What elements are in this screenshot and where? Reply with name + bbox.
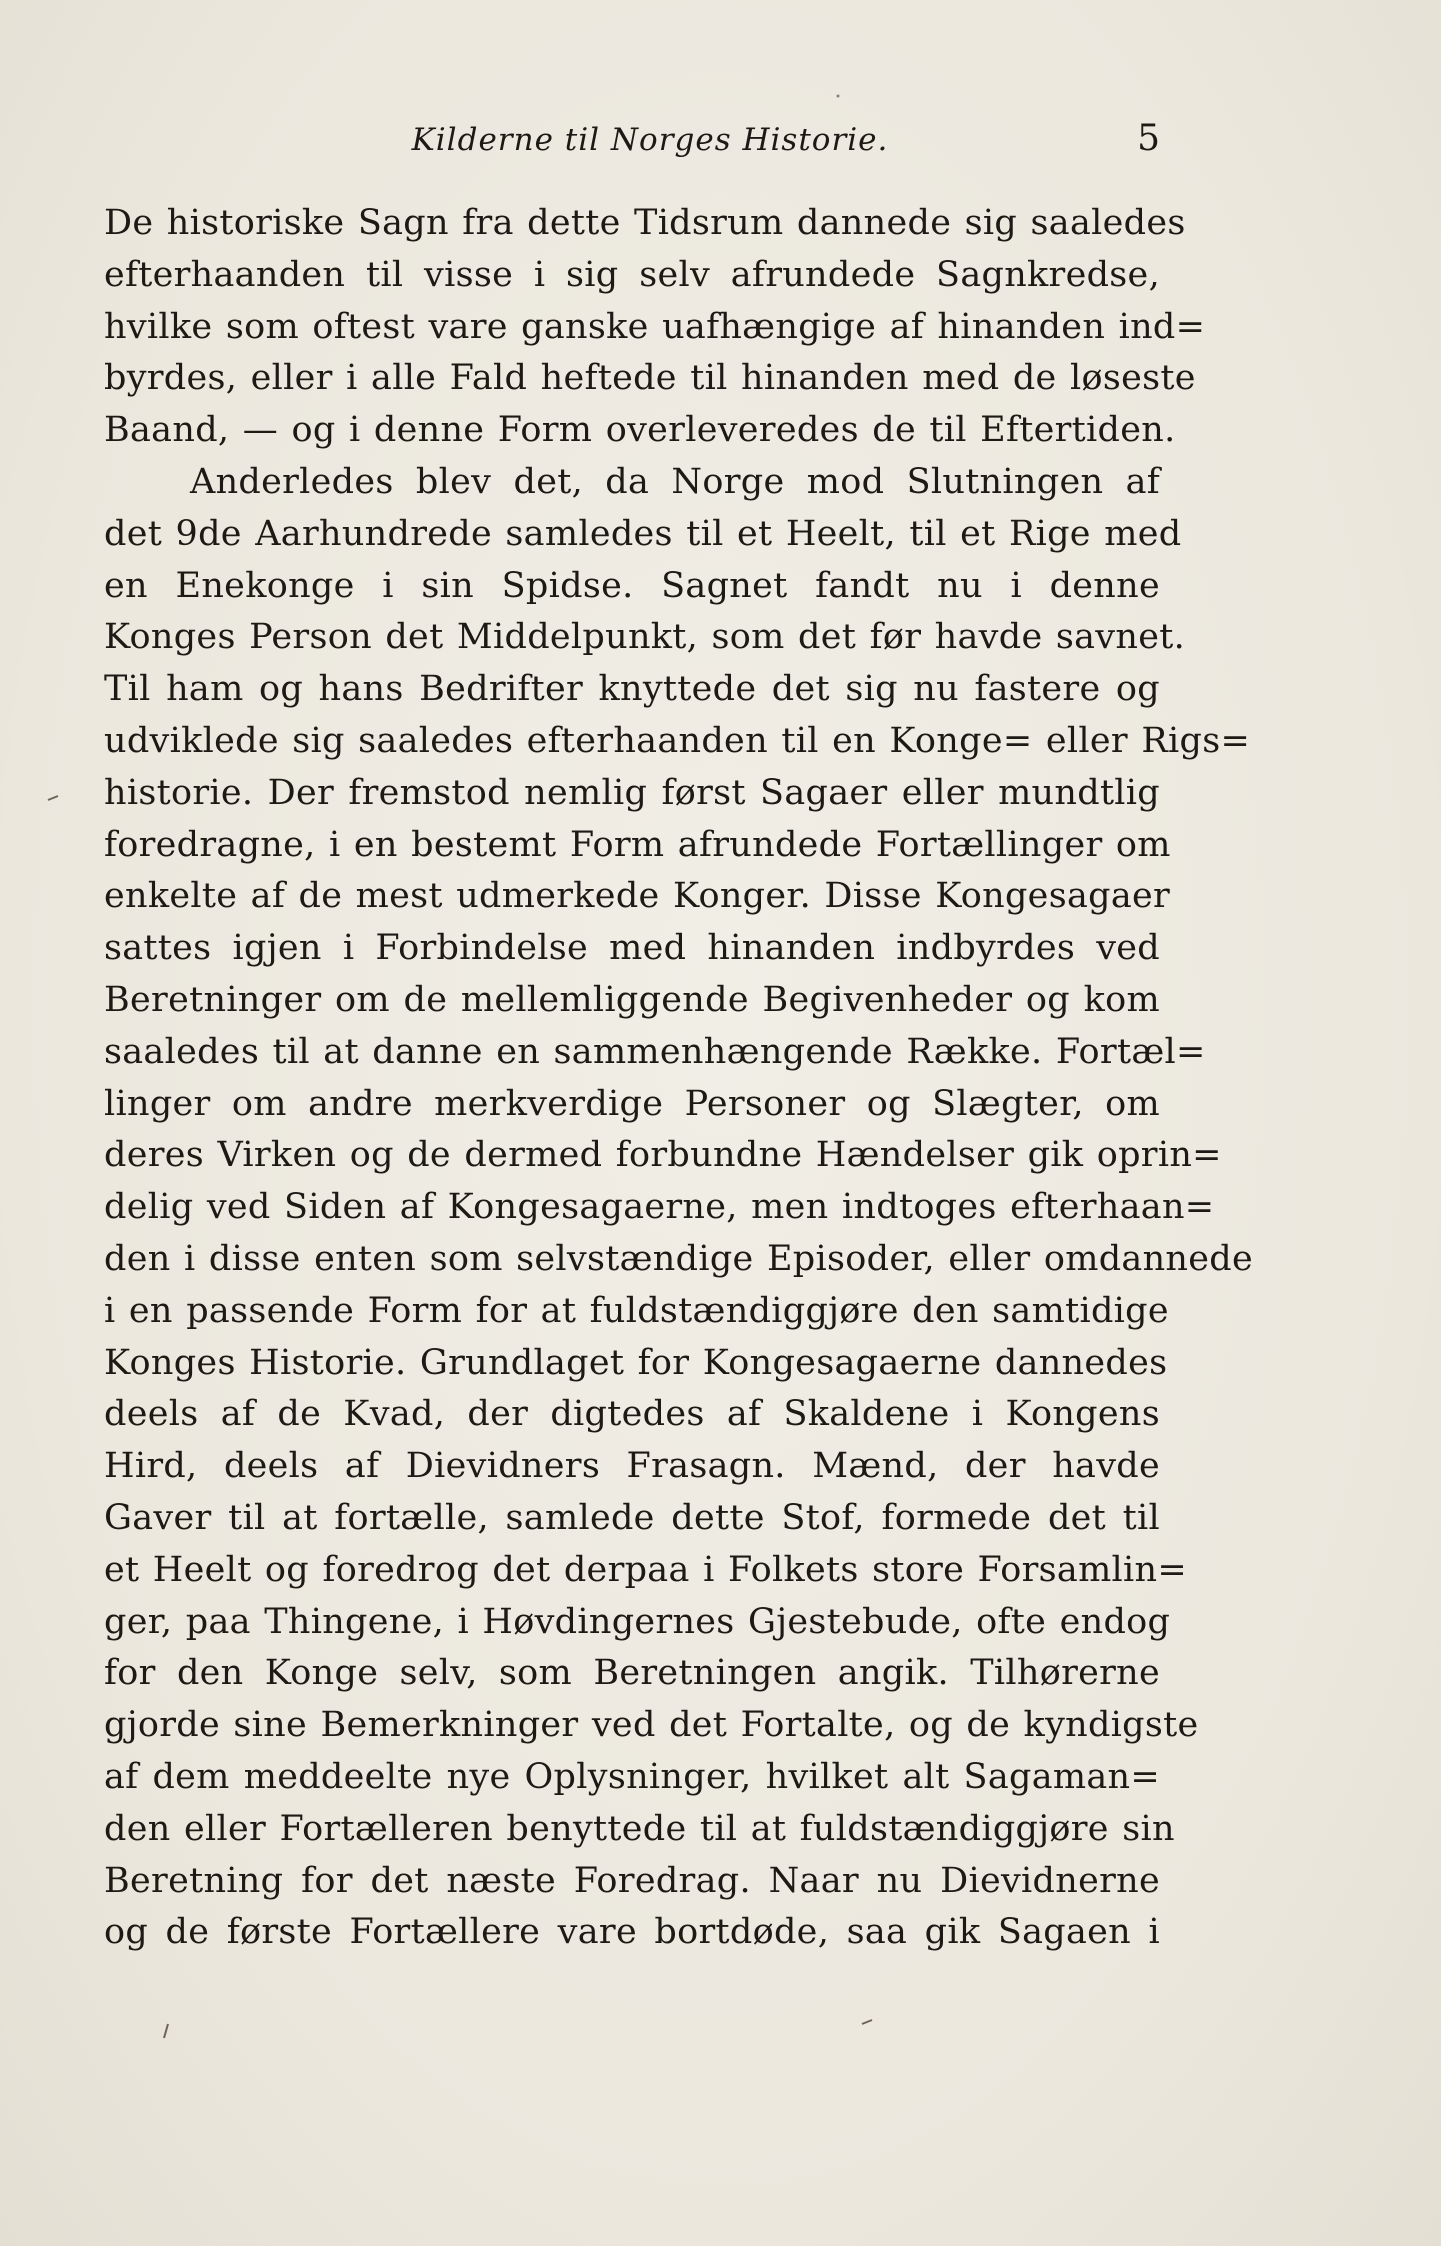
text-line: Beretninger om de mellemliggende Begivenheder og kom <box>104 979 1160 1020</box>
text-line: deels af de Kvad, der digtedes af Skaldene i Kongens <box>104 1394 1160 1435</box>
text-line: linger om andre merkverdige Personer og Slægter, om <box>104 1083 1160 1124</box>
text-line: hvilke som oftest vare ganske uafhængige af hinanden ind= <box>104 306 1206 347</box>
text-line: for den Konge selv, som Beretningen angik. Tilhørerne <box>104 1653 1160 1694</box>
text-line: Konges Historie. Grundlaget for Kongesagaerne dannedes <box>104 1342 1168 1383</box>
text-line: delig ved Siden af Kongesagaerne, men indtoges efterhaan= <box>104 1187 1215 1228</box>
text-line: i en passende Form for at fuldstændiggjøre den samtidige <box>104 1290 1169 1331</box>
speck-mark <box>862 2020 872 2024</box>
text-line: en Enekonge i sin Spidse. Sagnet fandt nu i denne <box>104 565 1160 606</box>
page-header <box>100 118 1160 172</box>
text-line: De historiske Sagn fra dette Tidsrum dannede sig saaledes <box>104 203 1186 243</box>
body-text <box>104 198 1254 1959</box>
running-title: Kilderne til Norges Historie. <box>411 122 889 158</box>
text-line: Gaver til at fortælle, samlede dette Stof, formede det til <box>104 1497 1160 1538</box>
page-number: 5 <box>1137 118 1160 159</box>
text-line: et Heelt og foredrog det derpaa i Folkets store Forsamlin= <box>104 1549 1188 1590</box>
text-line: Til ham og hans Bedrifter knyttede det sig nu fastere og <box>104 669 1160 710</box>
text-line: Baand, — og i denne Form overleveredes de til Eftertiden. <box>104 410 1176 451</box>
text-line: ger, paa Thingene, i Høvdingernes Gjestebude, ofte endog <box>104 1601 1171 1642</box>
text-line: Anderledes blev det, da Norge mod Slutningen af <box>190 461 1160 502</box>
text-line: det 9de Aarhundrede samledes til et Heelt, til et Rige med <box>104 513 1182 554</box>
text-line: efterhaanden til visse i sig selv afrundede Sagnkredse, <box>104 254 1160 295</box>
text-line: historie. Der fremstod nemlig først Sagaer eller mundtlig <box>104 772 1160 813</box>
text-line: Konges Person det Middelpunkt, som det før havde savnet. <box>104 617 1186 658</box>
text-line: af dem meddeelte nye Oplysninger, hvilket alt Sagaman= <box>104 1756 1160 1797</box>
text-line: gjorde sine Bemerkninger ved det Fortalte, og de kyndigste <box>104 1705 1199 1746</box>
text-line: den i disse enten som selvstændige Episoder, eller omdannede <box>104 1238 1254 1279</box>
text-line: enkelte af de mest udmerkede Konger. Disse Kongesagaer <box>104 876 1171 917</box>
text-line: saaledes til at danne en sammenhængende Række. Fortæl= <box>104 1031 1206 1072</box>
text-line: Beretning for det næste Foredrag. Naar nu Dievidnerne <box>104 1860 1160 1901</box>
text-line: Hird, deels af Dievidners Frasagn. Mænd, der havde <box>104 1446 1160 1487</box>
text-line: den eller Fortælleren benyttede til at fuldstændiggjøre sin <box>104 1808 1175 1849</box>
text-line: udviklede sig saaledes efterhaanden til en Konge= eller Rigs= <box>104 720 1251 761</box>
text-line: deres Virken og de dermed forbundne Hændelser gik oprin= <box>104 1135 1222 1176</box>
text-line: sattes igjen i Forbindelse med hinanden indbyrdes ved <box>104 928 1160 969</box>
text-line: byrdes, eller i alle Fald heftede til hinanden med de løseste <box>104 358 1196 399</box>
speck-mark <box>837 95 840 98</box>
text-line: foredragne, i en bestemt Form afrundede Fortællinger om <box>104 824 1171 865</box>
speck-mark <box>164 2024 168 2038</box>
speck-mark <box>48 796 58 800</box>
text-line: og de første Fortællere vare bortdøde, saa gik Sagaen i <box>104 1912 1160 1953</box>
